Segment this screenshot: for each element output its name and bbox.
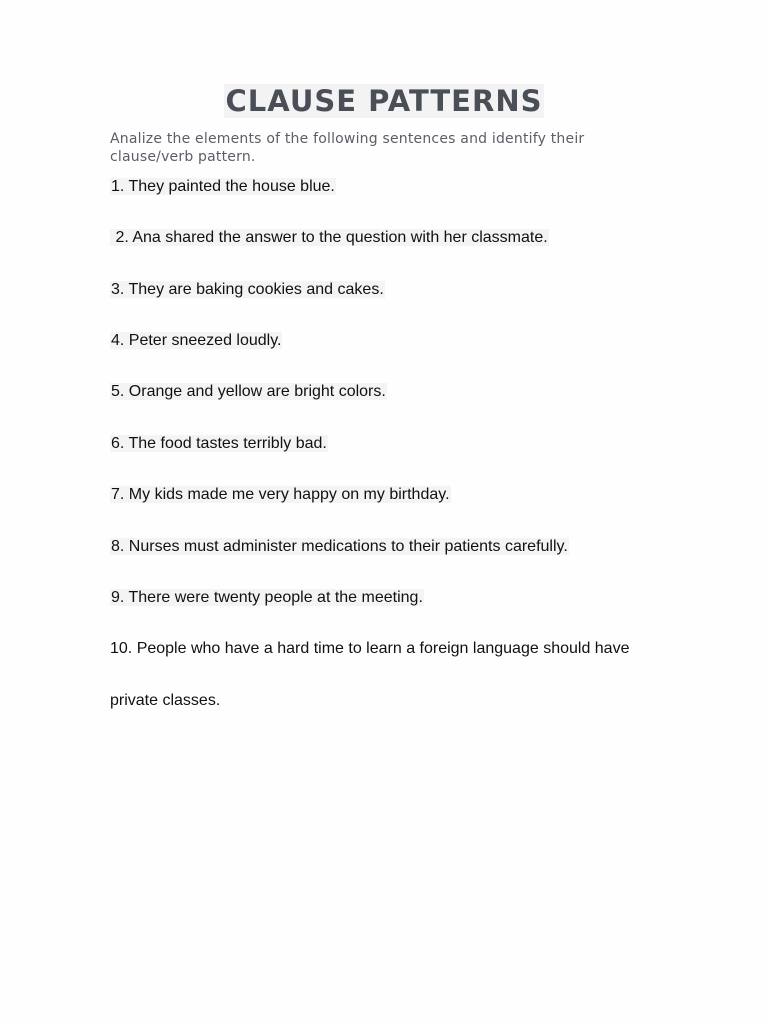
sentence-3 (110, 280, 385, 300)
sentence-7 (110, 485, 451, 505)
sentence-9-text: 9. There were twenty people at the meeting. (111, 589, 423, 606)
sentence-6-text: 6. The food tastes terribly bad. (111, 435, 327, 452)
sentence-4 (110, 331, 282, 351)
sentence-5-text: 5. Orange and yellow are bright colors. (111, 383, 386, 400)
page-title (0, 84, 768, 118)
sentence-1-text: 1. They painted the house blue. (111, 178, 335, 195)
instructions-text: Analize the elements of the following sentences and identify their clause/verb pattern. (110, 131, 585, 165)
sentence-4-text: 4. Peter sneezed loudly. (111, 332, 282, 349)
sentence-9 (110, 588, 424, 608)
sentence-10-continuation (110, 691, 220, 711)
page-title-text: CLAUSE PATTERNS (225, 84, 543, 118)
sentence-7-text: 7. My kids made me very happy on my birthday. (111, 486, 450, 503)
sentence-8-text: 8. Nurses must administer medications to their patients carefully. (111, 538, 568, 555)
sentence-3-text: 3. They are baking cookies and cakes. (111, 281, 384, 298)
sentence-8 (110, 537, 569, 557)
sentence-6 (110, 434, 328, 454)
sentence-10 (110, 639, 629, 659)
sentence-2-text: 2. Ana shared the answer to the question with her classmate. (111, 229, 548, 246)
sentence-1 (110, 177, 336, 197)
sentence-10-continuation-text: private classes. (110, 692, 221, 709)
sentence-2 (110, 228, 549, 248)
sentence-10-text: 10. People who have a hard time to learn a foreign language should have (110, 640, 630, 657)
sentence-5 (110, 382, 387, 402)
